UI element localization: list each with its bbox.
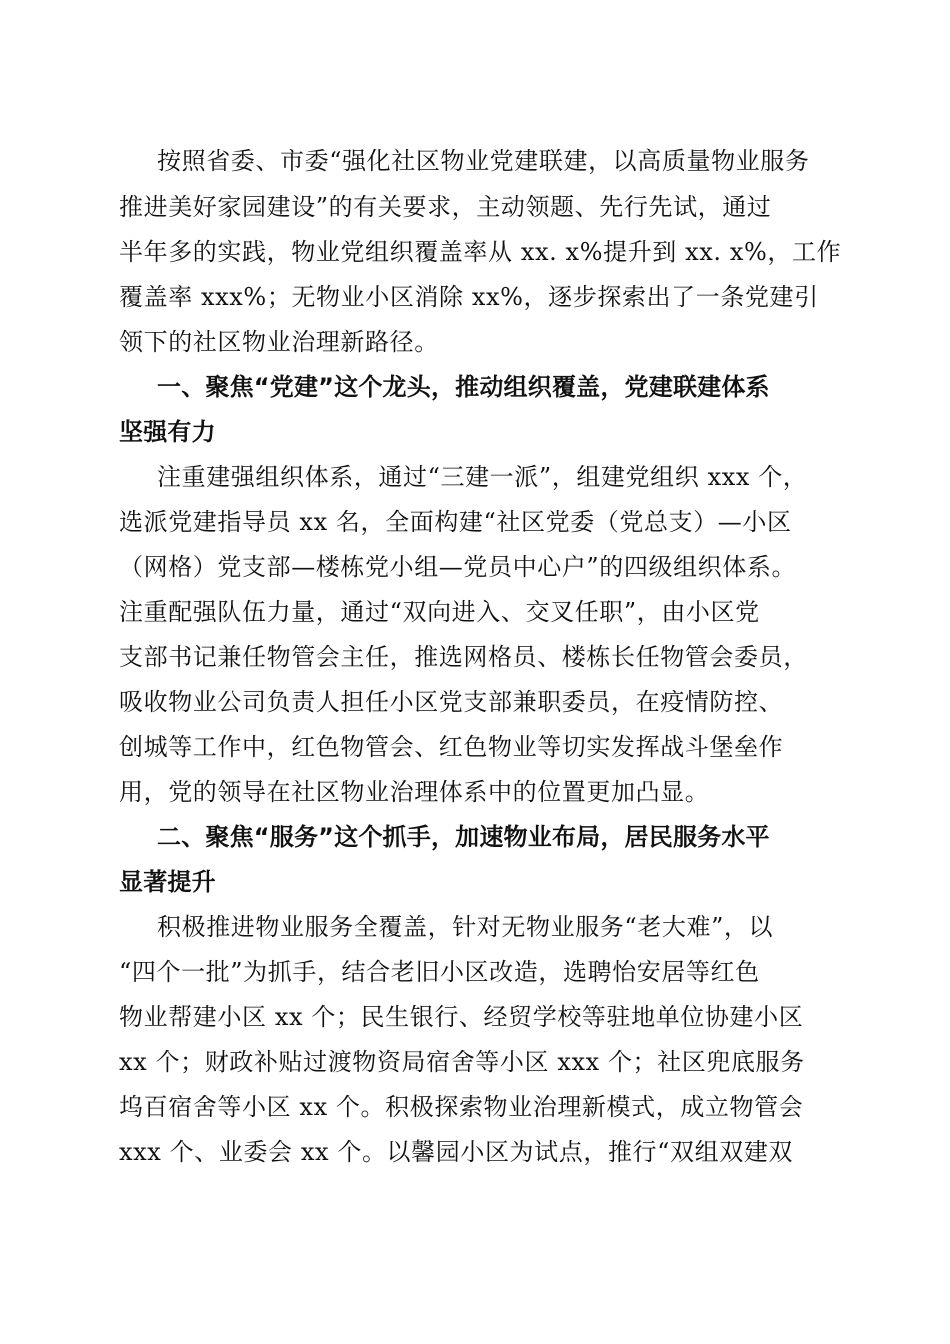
intro-line-3: 半年多的实践，物业党组织覆盖率从 xx. x%提升到 xx. x%，工作 [119,238,842,266]
section2-body-line-6: xxx 个、业委会 xx 个。以馨园小区为试点，推行“双组双建双 [119,1138,794,1166]
section1-heading-line-2: 坚强有力 [119,418,216,446]
section2-body-line-1: 积极推进物业服务全覆盖，针对无物业服务“老大难”，以 [157,913,774,941]
intro-line-2: 推进美好家园建设”的有关要求，主动领题、先行先试，通过 [119,193,772,221]
intro-line-1: 按照省委、市委“强化社区物业党建联建，以高质量物业服务 [157,147,810,175]
section2-body-line-3: 物业帮建小区 xx 个；民生银行、经贸学校等驻地单位协建小区 [119,1003,804,1031]
section2-body-line-2: “四个一批”为抓手，结合老旧小区改造，选聘怡安居等红色 [119,958,760,986]
section1-heading-line-1: 一、聚焦“党建”这个龙头，推动组织覆盖，党建联建体系 [157,373,770,401]
section1-body-line-7: 创城等工作中，红色物管会、红色物业等切实发挥战斗堡垒作 [119,733,784,761]
section2-body-line-5: 坞百宿舍等小区 xx 个。积极探索物业治理新模式，成立物管会 [119,1093,804,1121]
section1-body-line-2: 选派党建指导员 xx 名，全面构建“社区党委（党总支）—小区 [119,508,792,536]
section1-body-line-5: 支部书记兼任物管会主任，推选网格员、楼栋长任物管会委员， [119,643,808,671]
section1-body-line-4: 注重配强队伍力量，通过“双向进入、交叉任职”，由小区党 [119,598,760,626]
intro-line-5: 领下的社区物业治理新路径。 [119,328,439,356]
section1-body-line-3: （网格）党支部—楼栋党小组—党员中心户”的四级组织体系。 [119,553,797,581]
section1-body-line-1: 注重建强组织体系，通过“三建一派”，组建党组织 xxx 个， [157,463,808,491]
section2-body-line-4: xx 个；财政补贴过渡物资局宿舍等小区 xxx 个；社区兜底服务 [119,1048,805,1076]
section2-heading-line-1: 二、聚焦“服务”这个抓手，加速物业布局，居民服务水平 [157,823,770,851]
section1-body-line-8: 用，党的领导在社区物业治理体系中的位置更加凸显。 [119,778,710,806]
section2-heading-line-2: 显著提升 [119,868,216,896]
intro-line-4: 覆盖率 xxx%；无物业小区消除 xx%，逐步探索出了一条党建引 [119,283,819,311]
section1-body-line-6: 吸收物业公司负责人担任小区党支部兼职委员，在疫情防控、 [119,688,784,716]
